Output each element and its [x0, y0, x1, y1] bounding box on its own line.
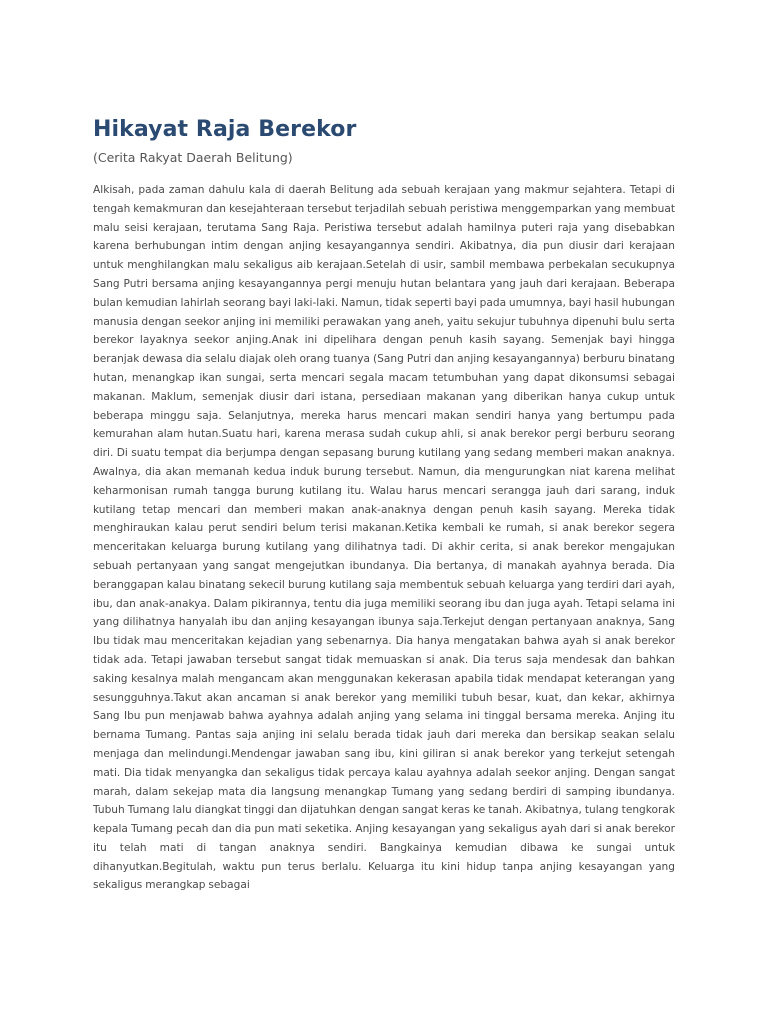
document-title: Hikayat Raja Berekor [93, 117, 357, 142]
document-subtitle: (Cerita Rakyat Daerah Belitung) [93, 150, 293, 165]
document-page [93, 116, 675, 895]
document-body-text: Alkisah, pada zaman dahulu kala di daerah Belitung ada sebuah kerajaan yang makmur sejahtera. Tetapi di tengah kemakmuran dan kesejahteraan tersebut terjadilah sebuah peristiwa menggemparkan yang membuat malu seisi kerajaan, terutama Sang Raja. Peristiwa tersebut adalah hamilnya puteri raja yang disebabkan karena berhubungan intim dengan anjing kesayangannya sendiri. Akibatnya, dia pun diusir dari kerajaan untuk menghilangkan malu sekaligus aib kerajaan.Setelah di usir, sambil membawa perbekalan secukupnya Sang Putri bersama anjing kesayangannya pergi menuju hutan belantara yang jauh dari kerajaan. Beberapa bulan kemudian lahirlah seorang bayi laki-laki. Namun, tidak seperti bayi pada umumnya, bayi hasil hubungan manusia dengan seekor anjing ini memiliki perawakan yang aneh, yaitu sekujur tubuhnya dipenuhi bulu serta berekor layaknya seekor anjing.Anak ini dipelihara dengan penuh kasih sayang. Semenjak bayi hingga beranjak dewasa dia selalu diajak oleh orang tuanya (Sang Putri dan anjing kesayangannya) berburu binatang hutan, menangkap ikan sungai, serta mencari segala macam tetumbuhan yang dapat dikonsumsi sebagai makanan. Maklum, semenjak diusir dari istana, persediaan makanan yang diberikan hanya cukup untuk beberapa minggu saja. Selanjutnya, mereka harus mencari makan sendiri hanya yang bertumpu pada kemurahan alam hutan.Suatu hari, karena merasa sudah cukup ahli, si anak berekor pergi berburu seorang diri. Di suatu tempat dia berjumpa dengan sepasang burung kutilang yang sedang memberi makan anaknya. Awalnya, dia akan memanah kedua induk burung tersebut. Namun, dia mengurungkan niat karena melihat keharmonisan rumah tangga burung kutilang itu. Walau harus mencari serangga jauh dari sarang, induk kutilang tetap mencari dan memberi makan anak-anaknya dengan penuh kasih sayang. Mereka tidak menghiraukan kalau perut sendiri belum terisi makanan.Ketika kembali ke rumah, si anak berekor segera menceritakan keluarga burung kutilang yang dilihatnya tadi. Di akhir cerita, si anak berekor mengajukan sebuah pertanyaan yang sangat mengejutkan ibundanya. Dia bertanya, di manakah ayahnya berada. Dia beranggapan kalau binatang sekecil burung kutilang saja membentuk sebuah keluarga yang terdiri dari ayah, ibu, dan anak-anakya. Dalam pikirannya, tentu dia juga memiliki seorang ibu dan juga ayah. Tetapi selama ini yang dilihatnya hanyalah ibu dan anjing kesayangan ibunya saja.Terkejut dengan pertanyaan anaknya, Sang Ibu tidak mau menceritakan kejadian yang sebenarnya. Dia hanya mengatakan bahwa ayah si anak berekor tidak ada. Tetapi jawaban tersebut sangat tidak memuaskan si anak. Dia terus saja mendesak dan bahkan saking kesalnya malah mengancam akan menggunakan kekerasan apabila tidak mendapat keterangan yang sesungguhnya.Takut akan ancaman si anak berekor yang memiliki tubuh besar, kuat, dan kekar, akhirnya Sang Ibu pun menjawab bahwa ayahnya adalah anjing yang selama ini tinggal bersama mereka. Anjing itu bernama Tumang. Pantas saja anjing ini selalu berada tidak jauh dari mereka dan bersikap seakan selalu menjaga dan melindungi.Mendengar jawaban sang ibu, kini giliran si anak berekor yang terkejut setengah mati. Dia tidak menyangka dan sekaligus tidak percaya kalau ayahnya adalah seekor anjing. Dengan sangat marah, dalam sekejap mata dia langsung menangkap Tumang yang sedang berdiri di samping ibundanya. Tubuh Tumang lalu diangkat tinggi dan dijatuhkan dengan sangat keras ke tanah. Akibatnya, tulang tengkorak kepala Tumang pecah dan dia pun mati seketika. Anjing kesayangan yang sekaligus ayah dari si anak berekor itu telah mati di tangan anaknya sendiri. Bangkainya kemudian dibawa ke sungai untuk dihanyutkan.Begitulah, waktu pun terus berlalu. Keluarga itu kini hidup tanpa anjing kesayangan yang sekaligus merangkap sebagai [93, 184, 675, 892]
